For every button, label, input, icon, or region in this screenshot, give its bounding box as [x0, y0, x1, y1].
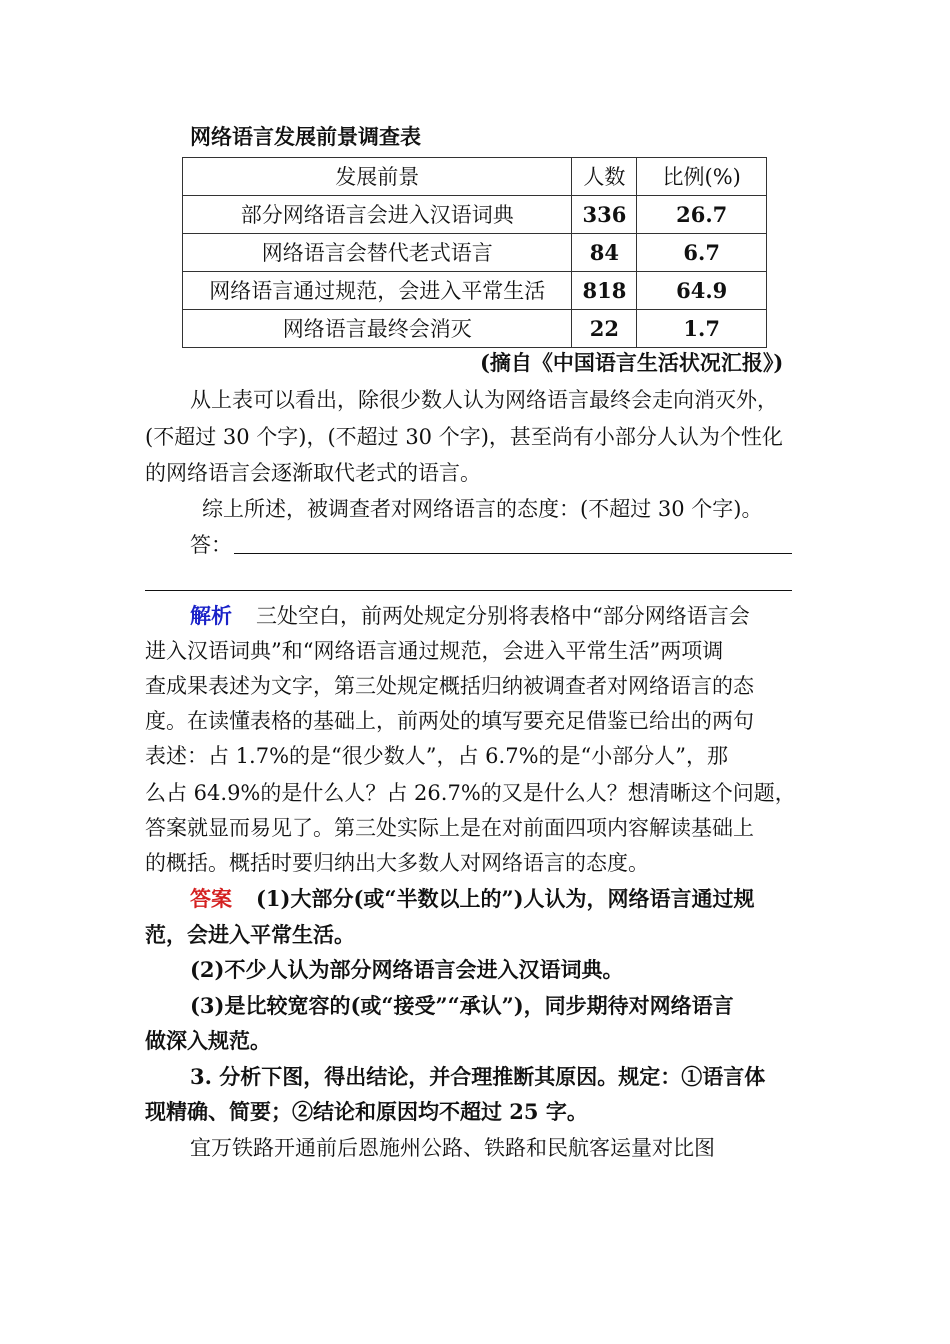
table-cell: 22	[572, 310, 637, 348]
answer-prompt: 答：	[190, 533, 232, 557]
analysis-label: 解析	[190, 603, 232, 628]
answer-line: 范，会进入平常生活。	[145, 922, 355, 947]
table-row	[183, 272, 767, 310]
passage-line: 从上表可以看出，除很少数人认为网络语言最终会走向消灭外，	[190, 388, 778, 412]
answer-line: 做深入规范。	[145, 1028, 271, 1053]
table-cell: 64.9	[637, 272, 767, 310]
answer-line	[190, 886, 755, 912]
answer-blank-line[interactable]	[145, 590, 792, 591]
table-cell: 26.7	[637, 196, 767, 234]
question-line: 现精确、简要；②结论和原因均不超过 25 字。	[145, 1099, 588, 1124]
table-cell: 1.7	[637, 310, 767, 348]
passage-line: (不超过 30 个字)，(不超过 30 个字)，甚至尚有小部分人认为个性化	[145, 425, 783, 449]
analysis-line: 查成果表述为文字，第三处规定概括归纳被调查者对网络语言的态	[145, 674, 754, 698]
table-header-row	[183, 158, 767, 196]
table-row	[183, 310, 767, 348]
answer-line: (2)不少人认为部分网络语言会进入汉语词典。	[190, 957, 624, 982]
table-header-cell: 人数	[572, 158, 637, 196]
table-row	[183, 234, 767, 272]
analysis-line: 么占 64.9%的是什么人？占 26.7%的又是什么人？想清晰这个问题，	[145, 781, 796, 805]
table-header-cell: 发展前景	[183, 158, 572, 196]
answer-text: (1)大部分(或“半数以上的”)人认为，网络语言通过规	[256, 886, 755, 911]
table-cell: 部分网络语言会进入汉语词典	[183, 196, 572, 234]
analysis-line	[190, 603, 750, 629]
analysis-line: 表述：占 1.7%的是“很少数人”，占 6.7%的是“小部分人”，那	[145, 744, 728, 768]
table-row	[183, 196, 767, 234]
table-cell: 818	[572, 272, 637, 310]
analysis-line: 的概括。概括时要归纳出大多数人对网络语言的态度。	[145, 851, 649, 875]
figure-title: 宜万铁路开通前后恩施州公路、铁路和民航客运量对比图	[190, 1136, 715, 1160]
table-cell: 网络语言最终会消灭	[183, 310, 572, 348]
table-cell: 84	[572, 234, 637, 272]
analysis-line: 答案就显而易见了。第三处实际上是在对前面四项内容解读基础上	[145, 816, 754, 840]
question-line: 3. 分析下图，得出结论，并合理推断其原因。规定：①语言体	[190, 1064, 766, 1089]
table-cell: 网络语言通过规范，会进入平常生活	[183, 272, 572, 310]
passage-line: 综上所述，被调查者对网络语言的态度：(不超过 30 个字)。	[202, 497, 763, 521]
table-source: (摘自《中国语言生活状况汇报》)	[480, 350, 784, 375]
answer-line: (3)是比较宽容的(或“接受”“承认”)，同步期待对网络语言	[190, 993, 734, 1018]
analysis-line: 进入汉语词典”和“网络语言通过规范，会进入平常生活”两项调	[145, 639, 724, 663]
table-cell: 6.7	[637, 234, 767, 272]
passage-line: 的网络语言会逐渐取代老式的语言。	[145, 461, 481, 485]
table-header-cell: 比例(%)	[637, 158, 767, 196]
table-cell: 网络语言会替代老式语言	[183, 234, 572, 272]
answer-label: 答案	[190, 886, 232, 911]
analysis-text: 三处空白，前两处规定分别将表格中“部分网络语言会	[256, 604, 750, 628]
analysis-line: 度。在读懂表格的基础上，前两处的填写要充足借鉴已给出的两句	[145, 709, 754, 733]
survey-table	[182, 157, 767, 348]
answer-blank-line[interactable]	[234, 553, 792, 554]
table-title: 网络语言发展前景调查表	[190, 124, 421, 149]
table-cell: 336	[572, 196, 637, 234]
